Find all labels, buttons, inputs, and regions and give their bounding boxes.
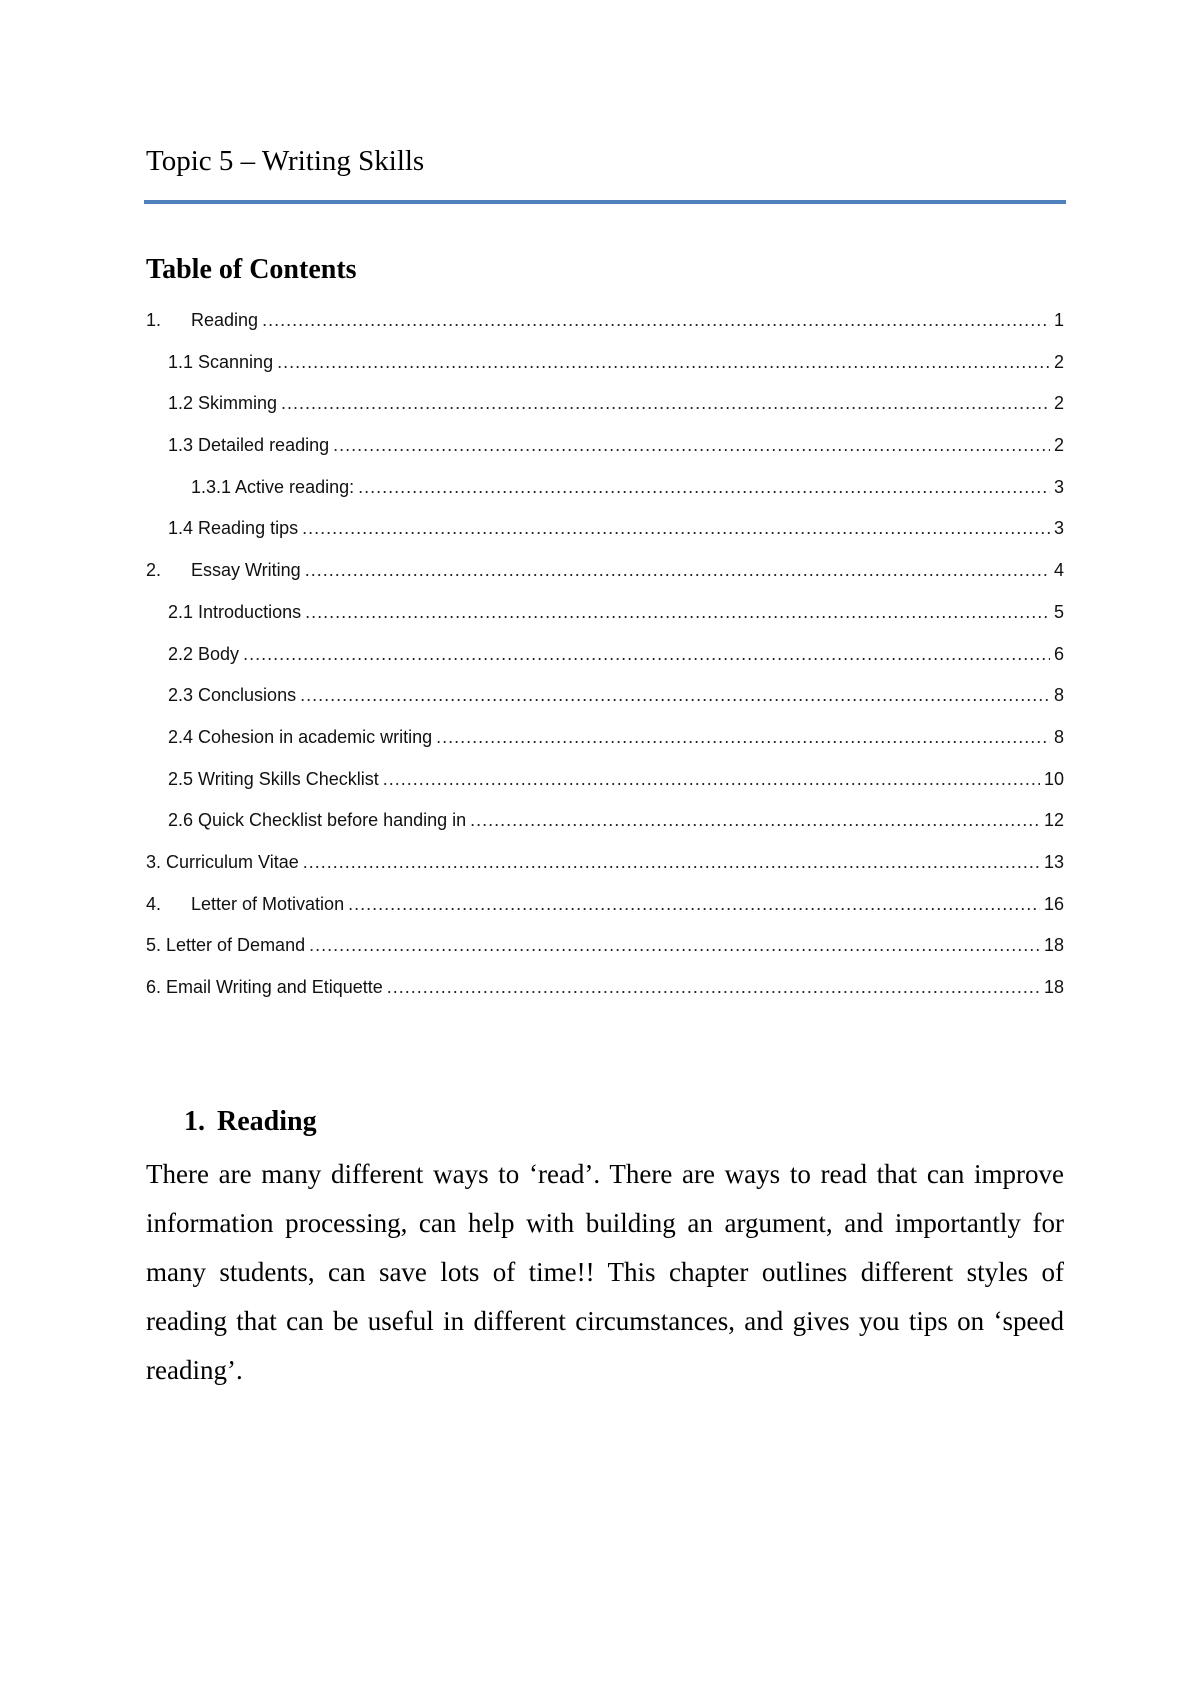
toc-entry[interactable] [146,592,1064,634]
document-title: Topic 5 – Writing Skills [146,145,425,177]
toc-page-number: 4 [1053,560,1064,581]
toc-dot-leader [277,342,1050,384]
toc-dot-leader [470,800,1040,842]
toc-entry-label: 3. Curriculum Vitae [146,851,299,872]
toc-entry-number: 1. [146,310,162,330]
toc-entry[interactable] [146,800,1064,842]
toc-entry-label: 5. Letter of Demand [146,935,306,956]
table-of-contents [146,300,1064,1009]
toc-entry[interactable] [146,300,1064,342]
toc-page-number: 16 [1043,893,1064,914]
toc-dot-leader [305,550,1050,592]
toc-entry[interactable] [146,342,1064,384]
toc-page-number: 1 [1053,310,1064,330]
toc-dot-leader [262,300,1050,342]
toc-entry-label: 2.1 Introductions [168,601,302,622]
toc-entry-label: 2.4 Cohesion in academic writing [168,726,433,747]
toc-entry-label: Essay Writing [191,560,301,581]
toc-page-number: 2 [1053,393,1064,414]
toc-entry[interactable] [146,425,1064,467]
title-underline [144,200,1066,204]
toc-page-number: 18 [1043,977,1064,997]
body-paragraph: There are many different ways to ‘read’. There are ways to read that can improve information processing, can help with building an argument, and importantly for many students, can save lots of time!! This chapter outlines different styles of reading that can be useful in different circumstances, and gives you tips on ‘speed reading’. [146,1159,1064,1385]
toc-entry-number: 2. [146,560,162,581]
toc-entry[interactable] [146,634,1064,676]
toc-entry-number: 4. [146,893,162,914]
toc-entry[interactable] [146,508,1064,550]
toc-entry[interactable] [146,759,1064,801]
toc-dot-leader [302,508,1050,550]
toc-dot-leader [309,925,1040,967]
toc-entry-label: 1.3 Detailed reading [168,435,330,456]
toc-dot-leader [333,425,1050,467]
toc-entry-label: 2.6 Quick Checklist before handing in [168,810,467,831]
toc-entry[interactable] [146,842,1064,884]
toc-page-number: 3 [1053,518,1064,539]
toc-entry-label: 2.3 Conclusions [168,685,297,706]
toc-dot-leader [383,759,1040,801]
section-title: Reading [217,1106,317,1137]
toc-entry[interactable] [146,967,1064,1009]
toc-page-number: 6 [1053,643,1064,664]
toc-entry[interactable] [146,925,1064,967]
toc-page-number: 5 [1053,601,1064,622]
toc-entry-label: 2.2 Body [168,643,240,664]
toc-entry[interactable] [146,383,1064,425]
toc-dot-leader [300,675,1050,717]
toc-page-number: 2 [1053,435,1064,456]
toc-entry-label: 1.4 Reading tips [168,518,299,539]
section-number: 1. [184,1106,205,1137]
toc-heading: Table of Contents [146,254,357,285]
toc-dot-leader [303,842,1040,884]
toc-dot-leader [243,634,1050,676]
toc-entry[interactable] [146,550,1064,592]
toc-dot-leader [281,383,1050,425]
toc-entry-label: 1.3.1 Active reading: [191,476,355,497]
toc-page-number: 10 [1043,768,1064,789]
toc-page-number: 13 [1043,851,1064,872]
toc-dot-leader [358,467,1050,509]
toc-entry-label: Letter of Motivation [191,893,345,914]
toc-entry[interactable] [146,467,1064,509]
toc-dot-leader [305,592,1050,634]
toc-dot-leader [436,717,1050,759]
toc-dot-leader [348,884,1040,926]
toc-entry-label: 1.1 Scanning [168,351,274,372]
toc-page-number: 2 [1053,351,1064,372]
toc-page-number: 3 [1053,476,1064,497]
toc-entry[interactable] [146,675,1064,717]
toc-dot-leader [387,967,1040,1009]
toc-entry[interactable] [146,717,1064,759]
section-heading [184,1102,317,1142]
toc-entry-label: 2.5 Writing Skills Checklist [168,768,379,789]
toc-entry[interactable] [146,884,1064,926]
toc-page-number: 18 [1043,935,1064,956]
toc-entry-label: Reading [191,310,259,330]
toc-page-number: 12 [1043,810,1064,831]
toc-entry-label: 6. Email Writing and Etiquette [146,977,383,997]
toc-entry-label: 1.2 Skimming [168,393,278,414]
toc-page-number: 8 [1053,726,1064,747]
toc-page-number: 8 [1053,685,1064,706]
